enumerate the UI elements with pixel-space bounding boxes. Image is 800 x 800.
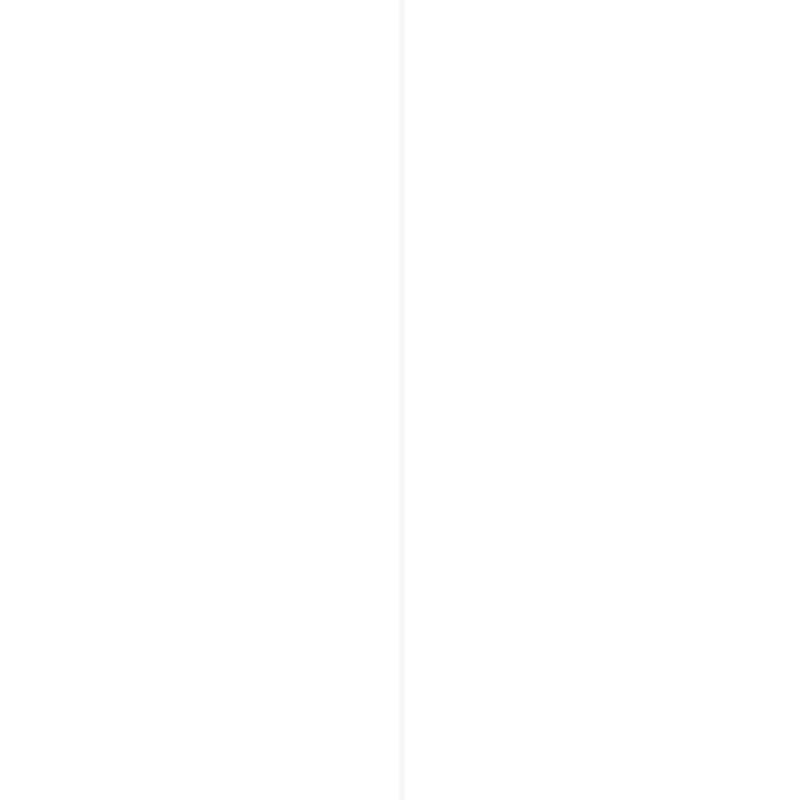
book-gutter bbox=[398, 0, 406, 800]
